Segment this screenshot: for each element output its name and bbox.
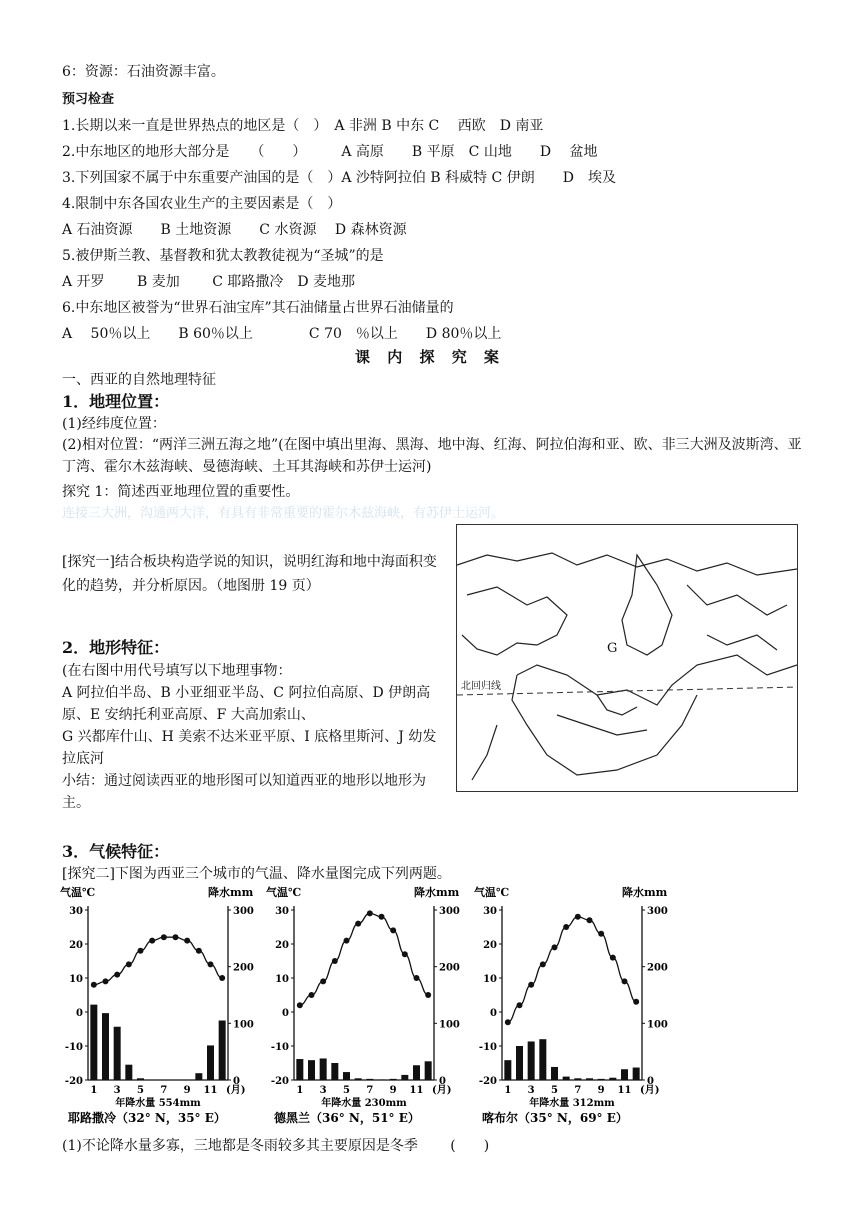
precip-bar [539, 1039, 546, 1080]
temperature-point [390, 927, 396, 933]
precip-tick-label: 300 [439, 906, 460, 917]
temperature-point [138, 948, 144, 954]
question-6: 6.中东地区被誉为“世界石油宝库”其石油储量占世界石油储量的 [62, 300, 454, 316]
terrain-list-2: G 兴都库什山、H 美索不达米亚平原、I 底格里斯河、J 幼发拉底河 [62, 729, 437, 767]
temperature-point [367, 910, 373, 916]
section-title: 课 内 探 究 案 [355, 348, 505, 366]
precip-bar [219, 1021, 226, 1081]
month-tick-label: 5 [343, 1085, 350, 1096]
precip-bar [528, 1041, 535, 1080]
temp-tick-label: -20 [270, 1076, 289, 1087]
temperature-point [633, 999, 639, 1005]
precip-tick-label: 0 [647, 1076, 654, 1087]
month-tick-label: 3 [319, 1085, 327, 1096]
month-tick-label: 3 [113, 1085, 121, 1096]
temperature-point [184, 938, 190, 944]
temperature-point [517, 1002, 523, 1008]
month-tick-label: 7 [160, 1085, 168, 1096]
terrain-heading: 2．地形特征： [62, 638, 170, 657]
temperature-point [332, 958, 338, 964]
month-tick-label: 9 [183, 1085, 191, 1096]
month-tick-label: 5 [137, 1085, 144, 1096]
precip-bar [320, 1058, 327, 1080]
explore-1-answer: 连接三大洲，沟通两大洋，有具有非常重要的霍尔木兹海峡，有苏伊士运河。 [62, 506, 505, 521]
annual-precip-label: 年降水量 230mm [321, 1098, 407, 1109]
temperature-point [114, 972, 120, 978]
temp-tick-label: -20 [64, 1076, 83, 1087]
temp-tick-label: 20 [275, 940, 289, 951]
annual-precip-label: 年降水量 312mm [529, 1098, 615, 1109]
month-tick-label: 1 [90, 1085, 98, 1096]
temperature-point [196, 948, 202, 954]
location-heading: 1．地理位置： [62, 392, 170, 411]
precip-bar [90, 1005, 97, 1080]
precip-tick-label: 0 [439, 1076, 446, 1087]
temperature-point [575, 914, 581, 920]
precip-axis-label: 降水mm [622, 886, 668, 899]
question-2: 2.中东地区的地形大部分是 （ ） A 高原 B 平原 C 山地 D 盆地 [62, 144, 598, 160]
temperature-point [587, 917, 593, 923]
precip-bar [378, 1079, 385, 1080]
west-asia-map [456, 524, 798, 792]
temperature-point [622, 978, 628, 984]
precip-bar [574, 1078, 581, 1080]
temperature-point [540, 961, 546, 967]
map-outline [457, 525, 797, 791]
precip-bar [331, 1063, 338, 1080]
precip-bar [195, 1073, 202, 1080]
precip-tick-label: 100 [233, 1019, 254, 1031]
month-tick-label: 5 [551, 1085, 558, 1096]
temp-tick-label: 20 [483, 940, 497, 951]
precip-tick-label: 300 [647, 906, 668, 917]
temperature-line [300, 913, 428, 1005]
city-caption: 喀布尔（35° N，69° E） [482, 1111, 628, 1125]
temperature-point [598, 931, 604, 937]
precip-bar [401, 1075, 408, 1080]
temp-tick-label: 0 [490, 1008, 497, 1019]
precip-bar [125, 1065, 132, 1080]
temperature-point [610, 955, 616, 961]
precip-bar [598, 1079, 605, 1080]
question-5: 5.被伊斯兰教、基督教和犹太教教徒视为“圣城”的是 [62, 248, 384, 264]
preview-title: 预习检查 [62, 92, 115, 107]
month-tick-label: 9 [597, 1085, 605, 1096]
temperature-point [402, 951, 408, 957]
question-4: 4.限制中东各国农业生产的主要因素是（ ） [62, 196, 342, 212]
terrain-summary: 小结：通过阅读西亚的地形图可以知道西亚的地形以地形为主。 [62, 773, 426, 811]
location-latlon: (1)经纬度位置： [62, 416, 166, 432]
map-label-tropic: 北回归线 [461, 681, 501, 692]
city-caption: 德黑兰（36° N，51° E） [274, 1111, 420, 1125]
month-tick-label: 7 [574, 1085, 582, 1096]
precip-tick-label: 100 [647, 1019, 668, 1031]
precip-bar [586, 1078, 593, 1080]
temp-tick-label: 30 [69, 906, 83, 917]
month-unit-label: (月) [640, 1085, 660, 1096]
temperature-point [173, 934, 179, 940]
month-unit-label: (月) [432, 1085, 452, 1096]
temperature-point [149, 938, 155, 944]
precip-bar [633, 1068, 640, 1080]
explore-1: 探究 1：简述西亚地理位置的重要性。 [62, 484, 300, 500]
question-6-options: A 50％以上 B 60％以上 C 70 ％以上 D 80％以上 [62, 326, 502, 342]
temperature-line [508, 917, 636, 1022]
precip-bar [425, 1061, 432, 1080]
month-tick-label: 3 [527, 1085, 535, 1096]
terrain-instruction: (在右图中用代号填写以下地理事物： [62, 663, 292, 679]
temp-tick-label: 30 [275, 906, 289, 917]
temperature-point [563, 924, 569, 930]
temperature-line [94, 937, 222, 985]
precip-bar [343, 1072, 350, 1080]
temperature-point [91, 982, 97, 988]
precip-tick-label: 100 [439, 1019, 460, 1031]
month-tick-label: 11 [409, 1085, 424, 1096]
temperature-point [552, 944, 558, 950]
temp-tick-label: 20 [69, 940, 83, 951]
month-tick-label: 11 [617, 1085, 632, 1096]
temp-tick-label: 10 [275, 974, 289, 985]
question-4-options: A 石油资源 B 土地资源 C 水资源 D 森林资源 [62, 222, 407, 238]
part-1-heading: 一、西亚的自然地理特征 [62, 372, 216, 388]
temperature-point [425, 992, 431, 998]
precip-tick-label: 200 [439, 962, 460, 974]
precip-bar [366, 1079, 373, 1080]
precip-bar [563, 1077, 570, 1080]
precip-bar [621, 1069, 628, 1080]
resource-line: 6：资源：石油资源丰富。 [62, 64, 225, 80]
climate-chart-tehran [264, 886, 464, 1140]
month-tick-label: 11 [203, 1085, 218, 1096]
precip-axis-label: 降水mm [208, 886, 254, 899]
location-relative: (2)相对位置：“两洋三洲五海之地”(在图中填出里海、黑海、地中海、红海、阿拉伯海和亚、欧、非三大洲及波斯湾、亚丁湾、霍尔木兹海峡、曼德海峡、土耳其海峡和苏伊士运河) [62, 437, 802, 475]
temperature-point [355, 921, 361, 927]
temp-tick-label: 0 [282, 1008, 289, 1019]
precip-bar [504, 1060, 511, 1080]
temp-tick-label: 0 [76, 1008, 83, 1019]
temperature-point [505, 1019, 511, 1025]
precip-bar [551, 1067, 558, 1080]
month-tick-label: 1 [296, 1085, 304, 1096]
temp-tick-label: 10 [483, 974, 497, 985]
temperature-point [219, 975, 225, 981]
precip-bar [355, 1078, 362, 1080]
climate-chart-kabul [472, 886, 672, 1140]
precip-tick-label: 200 [647, 962, 668, 974]
temperature-point [126, 961, 132, 967]
month-unit-label: (月) [226, 1085, 246, 1096]
precip-bar [413, 1065, 420, 1080]
question-5-options: A 开罗 B 麦加 C 耶路撒冷 D 麦地那 [62, 274, 356, 290]
explore-b: [探究二]下图为西亚三个城市的气温、降水量图完成下列两题。 [62, 866, 451, 882]
temperature-point [161, 934, 167, 940]
temp-tick-label: 30 [483, 906, 497, 917]
month-tick-label: 7 [366, 1085, 374, 1096]
temp-tick-label: -10 [270, 1042, 289, 1053]
precip-tick-label: 300 [233, 906, 254, 917]
climate-chart-jerusalem [58, 886, 258, 1140]
temperature-point [103, 978, 109, 984]
temp-tick-label: 10 [69, 974, 83, 985]
temperature-point [414, 975, 420, 981]
precip-bar [102, 1013, 109, 1080]
annual-precip-label: 年降水量 554mm [115, 1098, 201, 1109]
question-3: 3.下列国家不属于中东重要产油国的是（ ）A 沙特阿拉伯 B 科威特 C 伊朗 D 埃及 [62, 170, 616, 186]
month-tick-label: 9 [389, 1085, 397, 1096]
precip-bar [516, 1046, 523, 1080]
precip-axis-label: 降水mm [414, 886, 460, 899]
temp-tick-label: -10 [64, 1042, 83, 1053]
temp-axis-label: 气温℃ [266, 886, 302, 899]
temp-axis-label: 气温℃ [474, 886, 510, 899]
temperature-point [344, 938, 350, 944]
terrain-list-1: A 阿拉伯半岛、B 小亚细亚半岛、C 阿拉伯高原、D 伊朗高原、E 安纳托利亚高原、F 大高加索山、 [62, 685, 431, 723]
precip-bar [609, 1078, 616, 1080]
temperature-point [309, 992, 315, 998]
climate-chart-svg [58, 886, 258, 1136]
precip-bar [137, 1078, 144, 1080]
month-tick-label: 1 [504, 1085, 512, 1096]
temp-axis-label: 气温℃ [60, 886, 96, 899]
question-1: 1.长期以来一直是世界热点的地区是（ ） A 非洲 B 中东 C 西欧 D 南亚 [62, 118, 544, 134]
city-caption: 耶路撒冷（32° N，35° E） [68, 1111, 226, 1125]
climate-question: (1)不论降水量多寡，三地都是冬雨较多其主要原因是冬季 ( ) [62, 1138, 490, 1154]
temp-tick-label: -20 [478, 1076, 497, 1087]
temperature-point [379, 914, 385, 920]
precip-bar [308, 1060, 315, 1080]
precip-tick-label: 200 [233, 962, 254, 974]
precip-bar [296, 1059, 303, 1080]
temperature-point [320, 978, 326, 984]
temperature-point [297, 1002, 303, 1008]
temperature-point [528, 982, 534, 988]
climate-heading: 3．气候特征： [62, 842, 170, 861]
temp-tick-label: -10 [478, 1042, 497, 1053]
precip-tick-label: 0 [233, 1076, 240, 1087]
temperature-point [208, 961, 214, 967]
precip-bar [114, 1027, 121, 1080]
climate-chart-svg [472, 886, 672, 1136]
explore-a: [探究一]结合板块构造学说的知识，说明红海和地中海面积变化的趋势，并分析原因。（地图册 19 页） [62, 554, 437, 594]
climate-chart-svg [264, 886, 464, 1136]
map-label-g: G [607, 641, 618, 656]
precip-bar [207, 1045, 214, 1080]
precip-bar [390, 1079, 397, 1080]
